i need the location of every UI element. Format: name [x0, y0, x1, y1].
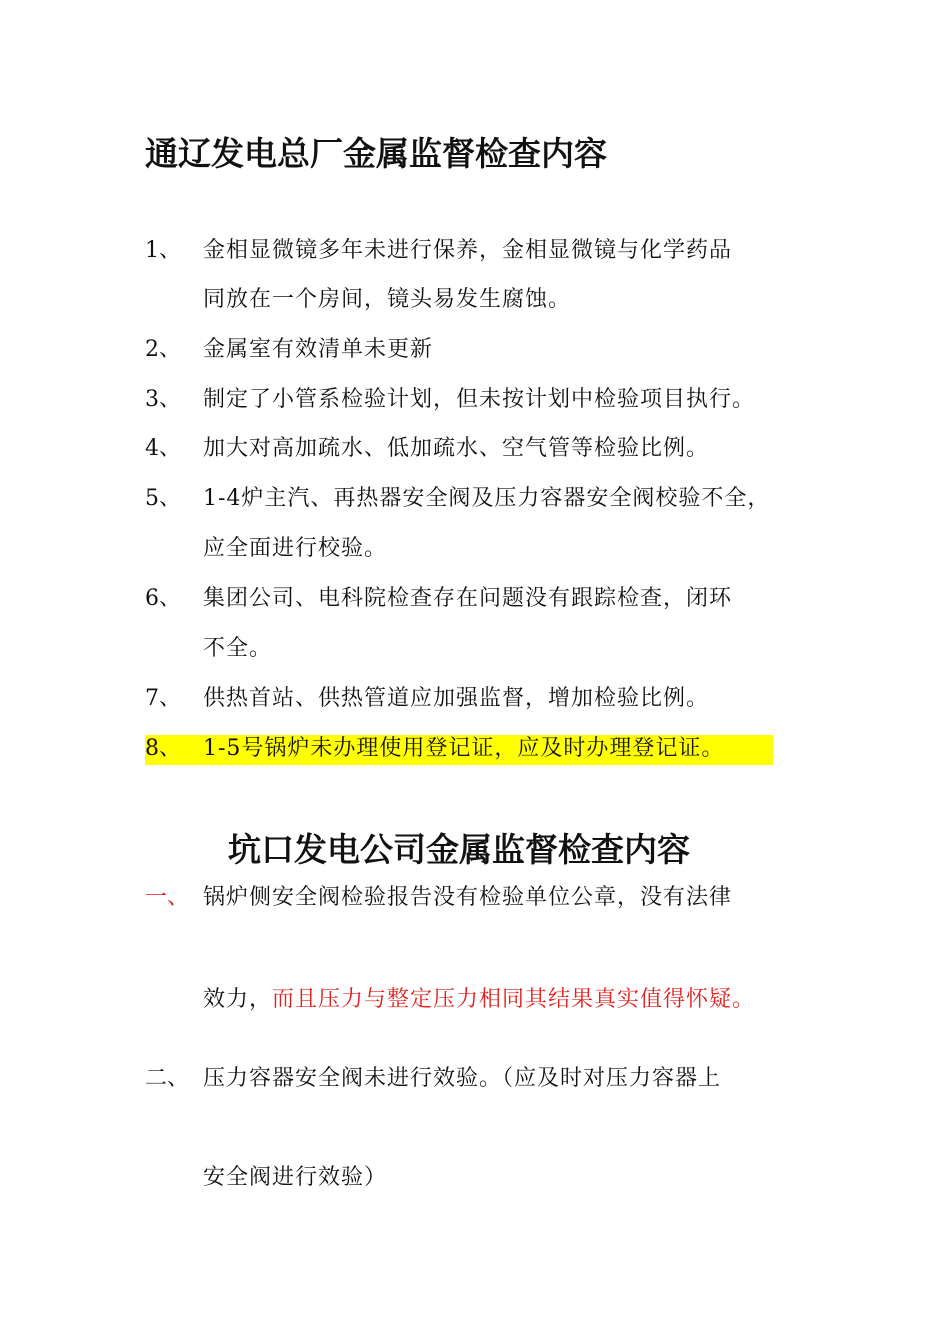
item-number: 8、 [145, 736, 181, 761]
item-text: 1-4炉主汽、再热器安全阀及压力容器安全阀校验不全， [203, 486, 771, 511]
item-text: 同放在一个房间，镜头易发生腐蚀。 [203, 287, 572, 312]
item-text: 应全面进行校验。 [203, 536, 388, 561]
item-text: 不全。 [203, 636, 273, 661]
item-text: 锅炉侧安全阀检验报告没有检验单位公章，没有法律 [203, 885, 733, 910]
item-number: 6、 [145, 586, 181, 611]
item-text: 1-5号锅炉未办理使用登记证，应及时办理登记证。 [203, 736, 725, 761]
item-text: 供热首站、供热管道应加强监督，增加检验比例。 [203, 686, 710, 711]
section2-title: 坑口发电公司金属监督检查内容 [228, 830, 690, 869]
item-text: 制定了小管系检验计划，但未按计划中检验项目执行。 [203, 387, 756, 412]
item-number: 4、 [145, 436, 181, 461]
item-text-normal: 效力， [203, 987, 273, 1012]
item-number: 3、 [145, 387, 181, 412]
item-text: 金相显微镜多年未进行保养，金相显微镜与化学药品 [203, 238, 733, 263]
item-number: 7、 [145, 686, 181, 711]
item-number: 二、 [145, 1066, 190, 1091]
item-text: 金属室有效清单未更新 [203, 337, 434, 362]
item-text: 加大对高加疏水、低加疏水、空气管等检验比例。 [203, 436, 710, 461]
item-number: 2、 [145, 337, 181, 362]
item-text: 集团公司、电科院检查存在问题没有跟踪检查，闭环 [203, 586, 733, 611]
item-number: 1、 [145, 238, 181, 263]
section1-title: 通辽发电总厂金属监督检查内容 [145, 134, 607, 173]
item-text [203, 985, 755, 1015]
item-text-red: 而且压力与整定压力相同其结果真实值得怀疑。 [272, 987, 756, 1012]
item-text: 压力容器安全阀未进行效验。（应及时对压力容器上 [203, 1066, 722, 1091]
item-number: 5、 [145, 486, 181, 511]
item-text: 安全阀进行效验） [203, 1165, 388, 1190]
item-number: 一、 [145, 885, 190, 910]
